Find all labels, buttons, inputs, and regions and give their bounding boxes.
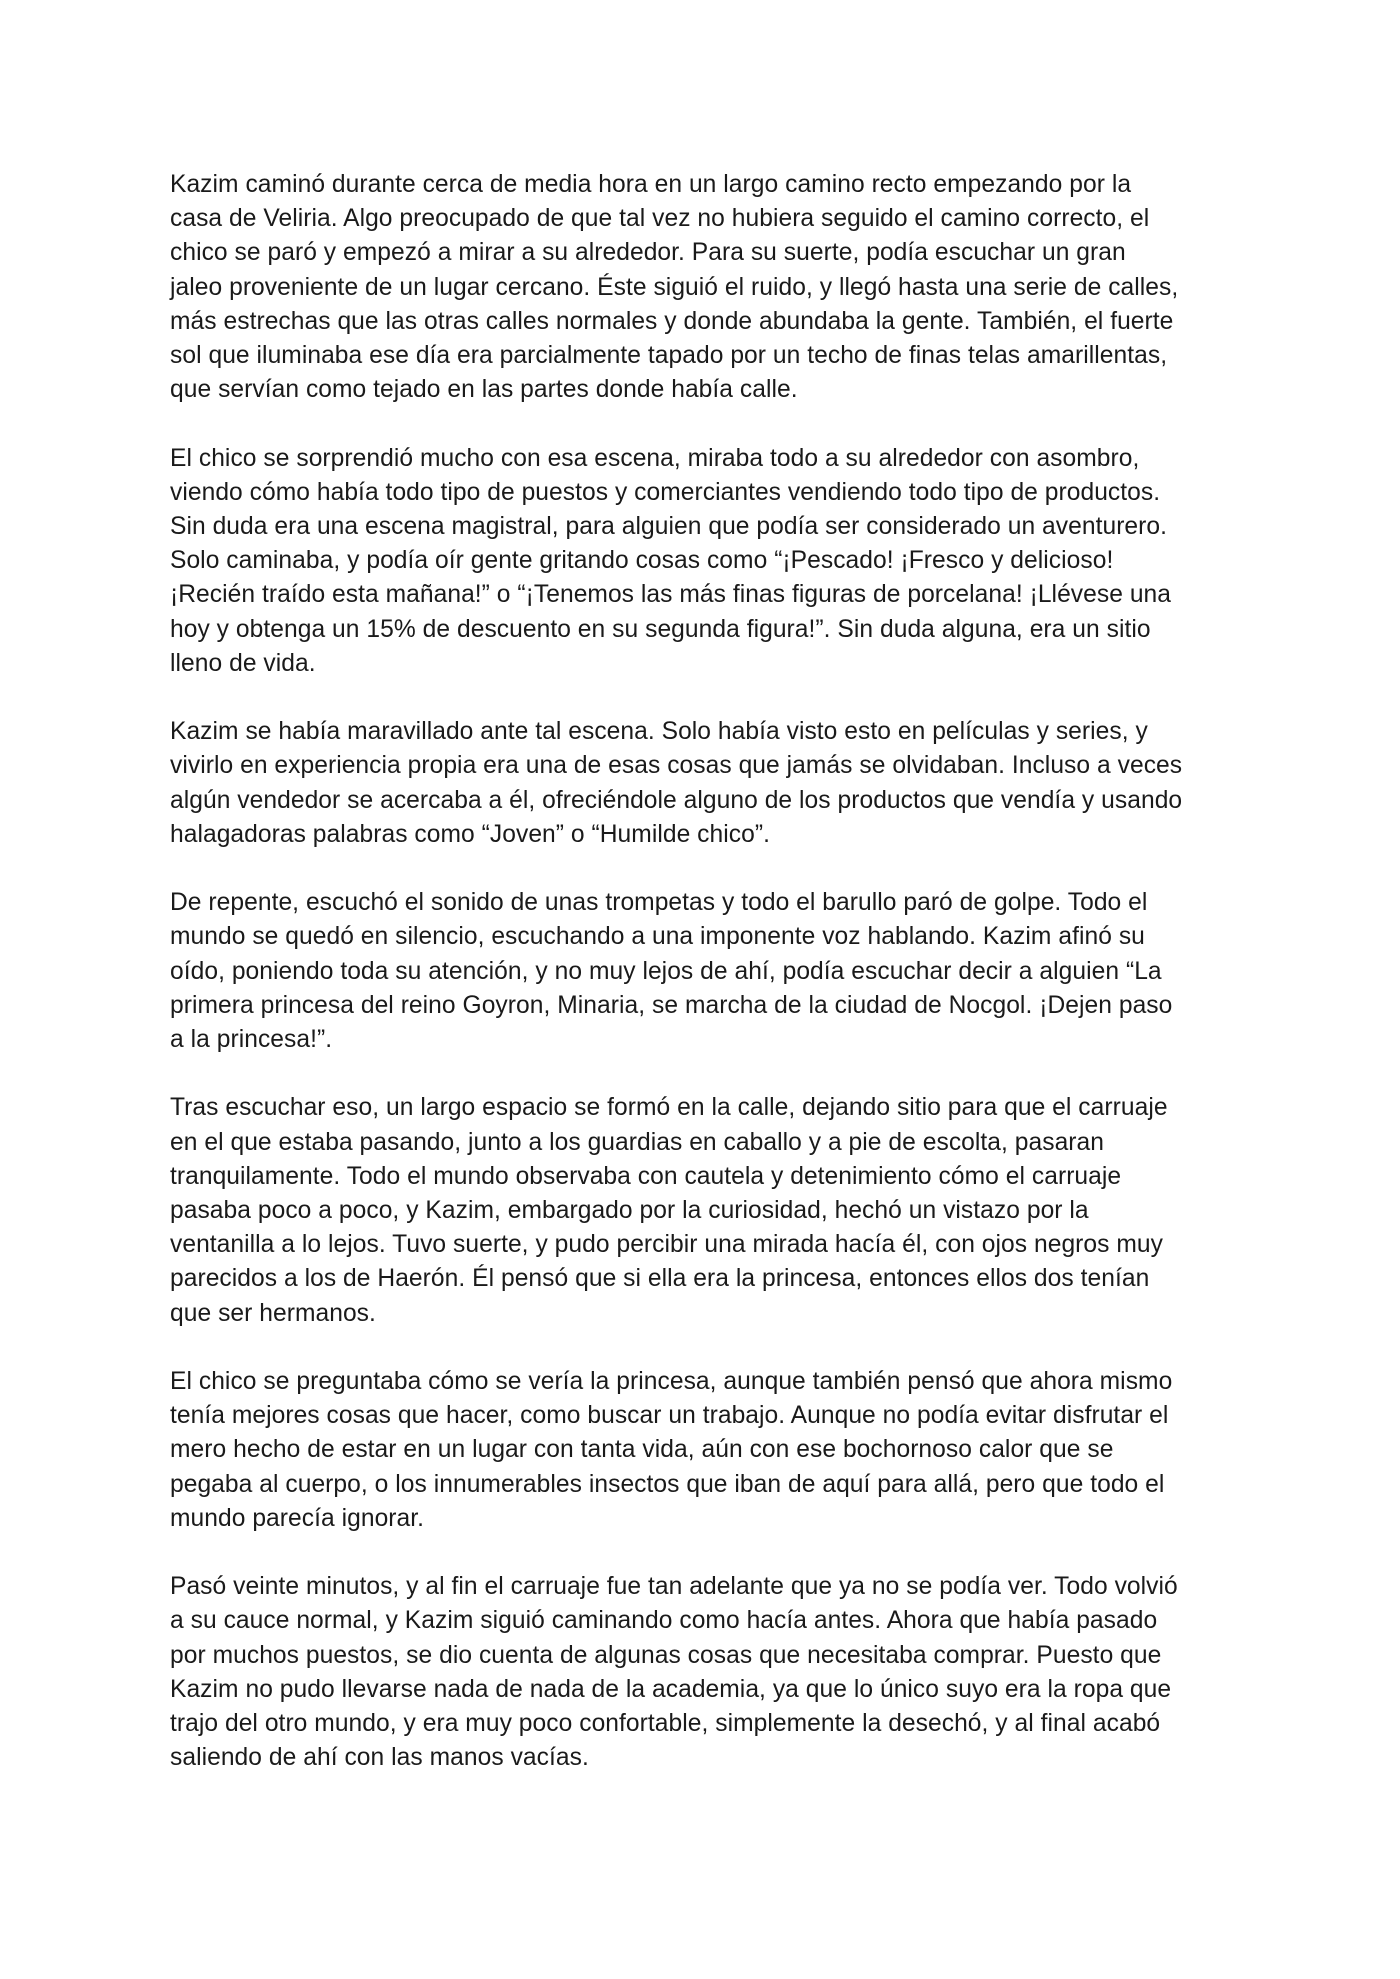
paragraph-7 [170, 1570, 1242, 1775]
text-line: lleno de vida. [170, 649, 316, 677]
text-line: chico se paró y empezó a mirar a su alrededor. Para su suerte, podía escuchar un gran [170, 239, 1126, 267]
text-line: tenía mejores cosas que hacer, como buscar un trabajo. Aunque no podía evitar disfrutar el [170, 1402, 1169, 1430]
text-line: Kazim caminó durante cerca de media hora en un largo camino recto empezando por la [170, 171, 1132, 198]
document-body [170, 168, 1242, 1810]
text-line: por muchos puestos, se dio cuenta de algunas cosas que necesitaba comprar. Puesto que [170, 1641, 1162, 1669]
text-line: sol que iluminaba ese día era parcialmente tapado por un techo de finas telas amarillentas, [170, 342, 1168, 370]
text-line: a la princesa!”. [170, 1026, 333, 1054]
text-line: mundo se quedó en silencio, escuchando a una imponente voz hablando. Kazim afinó su [170, 923, 1145, 951]
text-line: ¡Recién traído esta mañana!” o “¡Tenemos las más finas figuras de porcelana! ¡Llévese una [170, 581, 1172, 609]
text-line: viendo cómo había todo tipo de puestos y comerciantes vendiendo todo tipo de productos. [170, 478, 1161, 506]
text-line: casa de Veliria. Algo preocupado de que tal vez no hubiera seguido el camino correcto, el [170, 205, 1150, 233]
text-line: jaleo proveniente de un lugar cercano. Éste siguió el ruido, y llegó hasta una serie de calles, [170, 273, 1179, 301]
paragraph-1 [170, 168, 1242, 407]
text-line: hoy y obtenga un 15% de descuento en su segunda figura!”. Sin duda alguna, era un sitio [170, 615, 1151, 643]
text-line: trajo del otro mundo, y era muy poco confortable, simplemente la desechó, y al final acabó [170, 1710, 1161, 1738]
text-line: Pasó veinte minutos, y al fin el carruaje fue tan adelante que ya no se podía ver. Todo volvió [170, 1573, 1178, 1601]
paragraph-5 [170, 1091, 1242, 1330]
text-line: vivirlo en experiencia propia era una de esas cosas que jamás se olvidaban. Incluso a veces [170, 752, 1183, 780]
text-line: tranquilamente. Todo el mundo observaba con cautela y detenimiento cómo el carruaje [170, 1162, 1122, 1190]
text-line: mero hecho de estar en un lugar con tanta vida, aún con ese bochornoso calor que se [170, 1436, 1114, 1464]
text-line: en el que estaba pasando, junto a los guardias en caballo y a pie de escolta, pasaran [170, 1128, 1105, 1156]
text-line: Kazim se había maravillado ante tal escena. Solo había visto esto en películas y series, y [170, 718, 1148, 746]
text-line: El chico se sorprendió mucho con esa escena, miraba todo a su alrededor con asombro, [170, 444, 1140, 472]
text-line: Tras escuchar eso, un largo espacio se formó en la calle, dejando sitio para que el carruaje [170, 1094, 1168, 1122]
paragraph-6 [170, 1365, 1242, 1536]
text-line: que ser hermanos. [170, 1299, 376, 1327]
text-line: pasaba poco a poco, y Kazim, embargado por la curiosidad, hechó un vistazo por la [170, 1197, 1089, 1225]
text-line: más estrechas que las otras calles normales y donde abundaba la gente. También, el fuerte [170, 307, 1174, 335]
text-line: pegaba al cuerpo, o los innumerables insectos que iban de aquí para allá, pero que todo el [170, 1470, 1165, 1498]
paragraph-4 [170, 886, 1242, 1057]
text-line: Kazim no pudo llevarse nada de nada de la academia, ya que lo único suyo era la ropa que [170, 1675, 1172, 1703]
text-line: De repente, escuchó el sonido de unas trompetas y todo el barullo paró de golpe. Todo el [170, 889, 1148, 917]
text-line: oído, poniendo toda su atención, y no muy lejos de ahí, podía escuchar decir a alguien “La [170, 957, 1162, 985]
text-line: saliendo de ahí con las manos vacías. [170, 1744, 589, 1772]
paragraph-2 [170, 442, 1242, 681]
text-line: halagadoras palabras como “Joven” o “Humilde chico”. [170, 820, 770, 848]
text-line: que servían como tejado en las partes donde había calle. [170, 376, 798, 404]
text-line: Sin duda era una escena magistral, para alguien que podía ser considerado un aventurero. [170, 513, 1168, 541]
text-line: Solo caminaba, y podía oír gente gritando cosas como “¡Pescado! ¡Fresco y delicioso! [170, 547, 1114, 575]
text-line: mundo parecía ignorar. [170, 1504, 425, 1532]
paragraph-3 [170, 715, 1242, 852]
text-line: parecidos a los de Haerón. Él pensó que si ella era la princesa, entonces ellos dos tenían [170, 1265, 1150, 1293]
text-line: a su cauce normal, y Kazim siguió caminando como hacía antes. Ahora que había pasado [170, 1607, 1158, 1635]
text-line: primera princesa del reino Goyron, Minaria, se marcha de la ciudad de Nocgol. ¡Dejen paso [170, 991, 1173, 1019]
text-line: El chico se preguntaba cómo se vería la princesa, aunque también pensó que ahora mismo [170, 1368, 1173, 1396]
text-line: algún vendedor se acercaba a él, ofreciéndole alguno de los productos que vendía y usando [170, 786, 1183, 814]
text-line: ventanilla a lo lejos. Tuvo suerte, y pudo percibir una mirada hacía él, con ojos negros muy [170, 1231, 1163, 1259]
